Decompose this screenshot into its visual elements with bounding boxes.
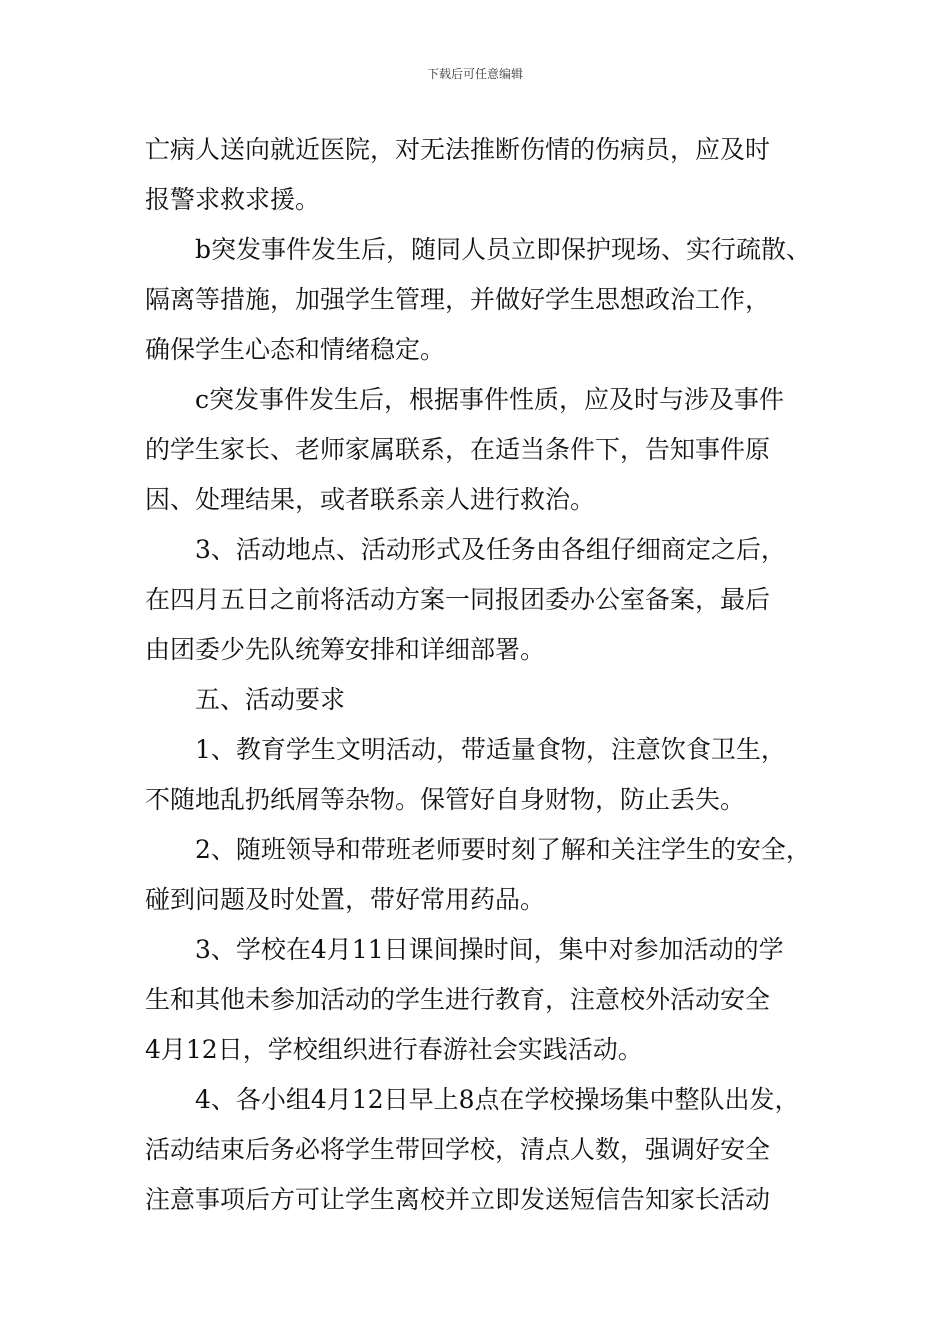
text-line: 隔离等措施，加强学生管理，并做好学生思想政治工作， <box>145 285 771 314</box>
text-line: 确保学生心态和情绪稳定。 <box>145 335 446 364</box>
paragraph-c-line: c突发事件发生后，根据事件性质，应及时与涉及事件 <box>195 385 785 414</box>
text-line: 不随地乱扔纸屑等杂物。保管好自身财物，防止丢失。 <box>145 785 746 814</box>
requirement-3-line: 3、学校在4月11日课间操时间，集中对参加活动的学 <box>195 935 784 964</box>
text-line: 4月12日，学校组织进行春游社会实践活动。 <box>145 1035 643 1064</box>
text-line: 注意事项后方可让学生离校并立即发送短信告知家长活动 <box>145 1185 771 1214</box>
requirement-1-line: 1、教育学生文明活动，带适量食物，注意饮食卫生， <box>195 735 786 764</box>
text-line: 由团委少先队统筹安排和详细部署。 <box>145 635 546 664</box>
section-heading: 五、活动要求 <box>195 685 346 714</box>
document-body <box>145 125 825 1225</box>
text-line: 在四月五日之前将活动方案一同报团委办公室备案，最后 <box>145 585 771 614</box>
text-line: 的学生家长、老师家属联系，在适当条件下，告知事件原 <box>145 435 771 464</box>
text-line: 活动结束后务必将学生带回学校，清点人数，强调好安全 <box>145 1135 771 1164</box>
requirement-4-line: 4、各小组4月12日早上8点在学校操场集中整队出发， <box>195 1085 800 1114</box>
paragraph-b-line: b突发事件发生后，随同人员立即保护现场、实行疏散、 <box>195 235 812 264</box>
text-line: 碰到问题及时处置，带好常用药品。 <box>145 885 546 914</box>
text-line: 生和其他未参加活动的学生进行教育，注意校外活动安全 <box>145 985 771 1014</box>
text-line: 报警求救求援。 <box>145 185 321 214</box>
text-line: 因、处理结果，或者联系亲人进行救治。 <box>145 485 596 514</box>
paragraph-3-line: 3、活动地点、活动形式及任务由各组仔细商定之后， <box>195 535 786 564</box>
text-line: 亡病人送向就近医院，对无法推断伤情的伤病员，应及时 <box>145 135 771 164</box>
requirement-2-line: 2、随班领导和带班老师要时刻了解和关注学生的安全， <box>195 835 811 864</box>
page-header: 下载后可任意编辑 <box>426 67 523 81</box>
